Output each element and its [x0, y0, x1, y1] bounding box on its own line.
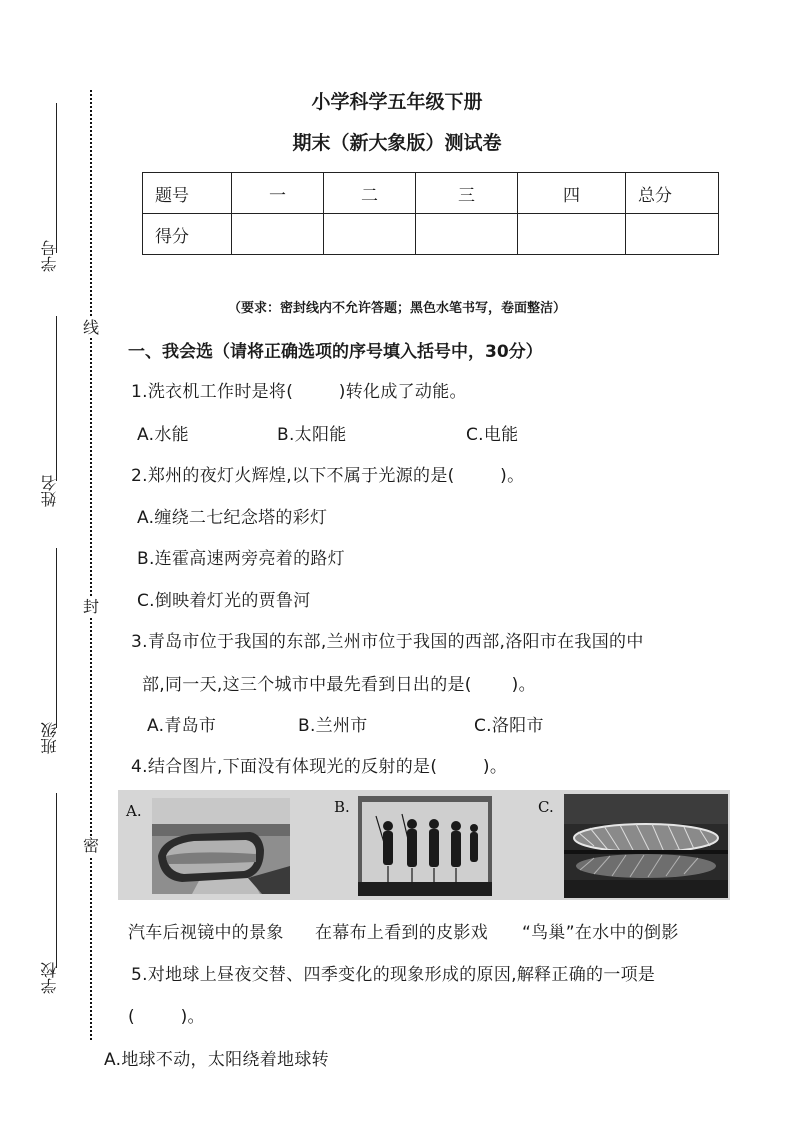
seal-char-secret: 密: [82, 836, 99, 855]
class-label: 班级: [40, 722, 59, 754]
question-3-stem-line2: 部,同一天,这三个城市中最先看到日出的是( )。: [142, 675, 536, 695]
picture-label-a: A.: [126, 802, 142, 820]
birds-nest-photo: [564, 794, 728, 898]
table-cell: 题号: [143, 173, 232, 214]
question-1-option-b: B.太阳能: [277, 425, 347, 445]
score-input-cell[interactable]: [324, 214, 416, 255]
question-1-stem: 1.洗衣机工作时是将( )转化成了动能。: [131, 382, 467, 402]
section-heading: 一、我会选（请将正确选项的序号填入括号中，30分）: [128, 342, 543, 362]
question-1-option-a: A.水能: [137, 425, 189, 445]
question-2-stem: 2.郑州的夜灯火辉煌,以下不属于光源的是( )。: [131, 466, 525, 486]
picture-caption-c: “鸟巢”在水中的倒影: [522, 923, 679, 943]
question-4-picture-strip: [118, 790, 730, 900]
table-cell: 三: [416, 173, 518, 214]
picture-label-c: C.: [538, 798, 554, 816]
picture-caption-a: 汽车后视镜中的景象: [128, 923, 284, 943]
class-line: [56, 548, 57, 728]
car-mirror-photo: [152, 798, 290, 894]
question-5-option-a: A.地球不动，太阳绕着地球转: [104, 1050, 329, 1070]
picture-label-b: B.: [334, 798, 350, 816]
question-5-stem-line1: 5.对地球上昼夜交替、四季变化的现象形成的原因,解释正确的一项是: [131, 965, 656, 985]
score-input-cell[interactable]: [518, 214, 626, 255]
question-3-option-c: C.洛阳市: [474, 716, 544, 736]
table-cell: 总分: [626, 173, 719, 214]
score-input-cell[interactable]: [416, 214, 518, 255]
score-table-header-row: [143, 173, 719, 214]
page-title: 小学科学五年级下册: [311, 91, 483, 113]
name-label: 姓名: [40, 475, 59, 507]
question-5-stem-line2: ( )。: [128, 1007, 205, 1027]
page-subtitle: 期末（新大象版）测试卷: [292, 132, 502, 154]
name-line: [56, 316, 57, 481]
requirement-note: （要求：密封线内不允许答题；黑色水笔书写，卷面整洁）: [227, 301, 566, 316]
score-table: [142, 172, 719, 255]
seal-char-line: 线: [82, 318, 99, 337]
question-1-option-c: C.电能: [466, 425, 519, 445]
question-2-option-a: A.缠绕二七纪念塔的彩灯: [137, 508, 328, 528]
score-input-cell[interactable]: [232, 214, 324, 255]
table-cell: 一: [232, 173, 324, 214]
school-line: [56, 793, 57, 968]
question-4-stem: 4.结合图片,下面没有体现光的反射的是( )。: [131, 757, 508, 777]
question-2-option-b: B.连霍高速两旁亮着的路灯: [137, 549, 345, 569]
student-id-line: [56, 103, 57, 253]
question-3-stem-line1: 3.青岛市位于我国的东部,兰州市位于我国的西部,洛阳市在我国的中: [131, 632, 644, 652]
score-input-cell[interactable]: [626, 214, 719, 255]
table-cell: 得分: [143, 214, 232, 255]
table-cell: 二: [324, 173, 416, 214]
question-2-option-c: C.倒映着灯光的贾鲁河: [137, 591, 311, 611]
school-label: 学校: [40, 962, 59, 994]
table-cell: 四: [518, 173, 626, 214]
picture-caption-b: 在幕布上看到的皮影戏: [315, 923, 488, 943]
question-3-option-a: A.青岛市: [147, 716, 217, 736]
shadow-puppet-photo: [358, 796, 492, 896]
seal-char-seal: 封: [82, 597, 99, 616]
student-id-label: 学号: [40, 240, 59, 272]
question-3-option-b: B.兰州市: [298, 716, 368, 736]
score-table-score-row: [143, 214, 719, 255]
seal-dotted-line: [90, 90, 92, 1040]
